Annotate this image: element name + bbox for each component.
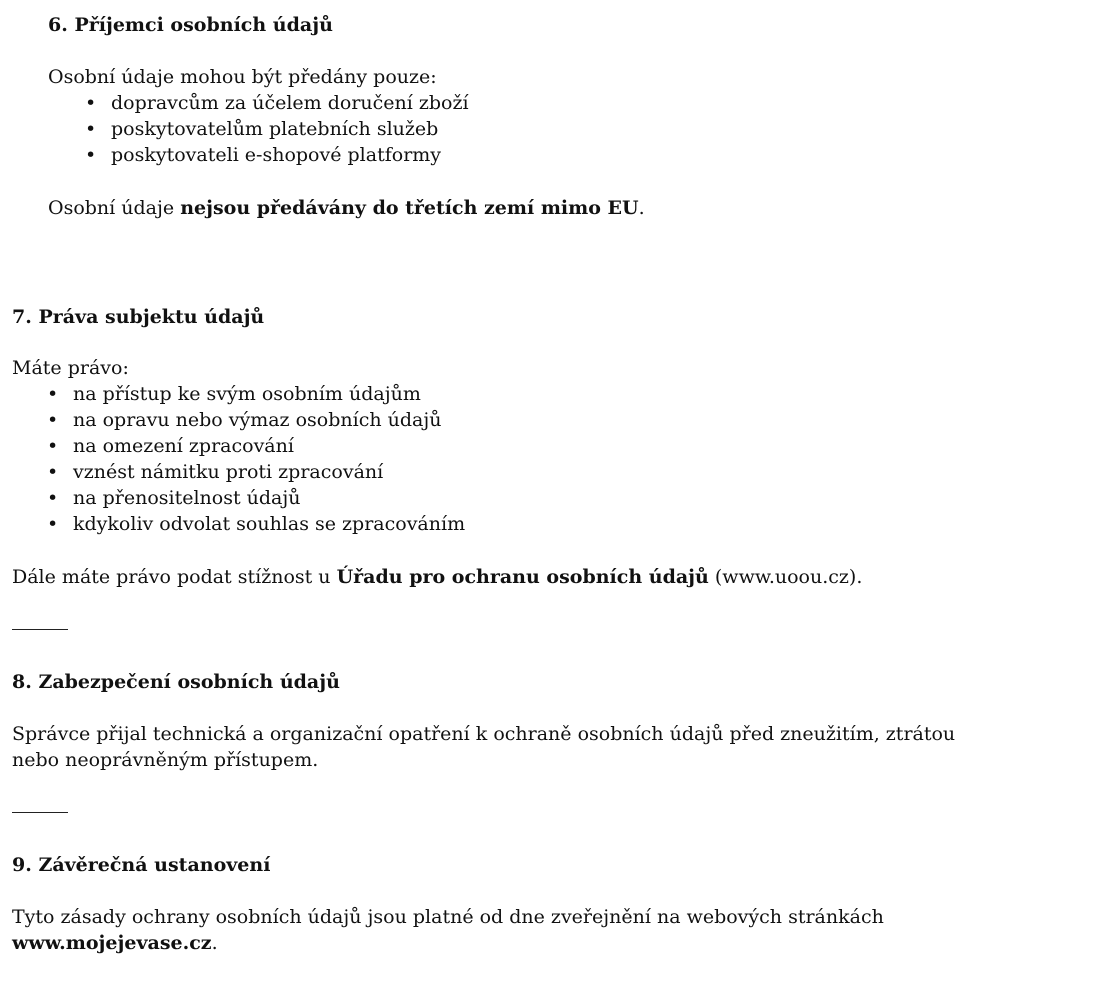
list-item: • poskytovateli e-shopové platformy xyxy=(111,142,1088,168)
complaint-suffix: (www.uoou.cz). xyxy=(708,566,863,588)
note-suffix: . xyxy=(638,197,645,219)
section-6-note xyxy=(48,195,1088,221)
recipients-list xyxy=(48,90,1088,168)
list-item: • vznést námitku proti zpracování xyxy=(73,459,1092,485)
section-7 xyxy=(12,304,1092,330)
section-9-body xyxy=(12,904,1002,956)
section-6-heading: 6. Příjemci osobních údajů xyxy=(48,14,333,36)
section-6 xyxy=(48,12,1088,38)
rights-list xyxy=(12,381,1092,537)
website-link[interactable]: www.mojejevase.cz xyxy=(12,932,212,954)
section-8-heading: 8. Zabezpečení osobních údajů xyxy=(12,671,340,693)
list-item: • dopravcům za účelem doručení zboží xyxy=(111,90,1088,116)
list-item: • na opravu nebo výmaz osobních údajů xyxy=(73,407,1092,433)
section-7-body xyxy=(12,355,1092,537)
note-bold: nejsou předávány do třetích zemí mimo EU xyxy=(180,197,639,219)
note-prefix: Osobní údaje xyxy=(48,197,181,219)
list-item: • poskytovatelům platebních služeb xyxy=(111,116,1088,142)
section-8 xyxy=(12,669,1092,695)
section-9-text: Tyto zásady ochrany osobních údajů jsou platné od dne zveřejnění na webových stránkách xyxy=(12,906,884,928)
section-9-heading: 9. Závěrečná ustanovení xyxy=(12,854,271,876)
section-7-complaint xyxy=(12,564,1092,590)
section-6-body xyxy=(48,64,1088,168)
section-6-intro: Osobní údaje mohou být předány pouze: xyxy=(48,66,437,88)
list-item: • kdykoliv odvolat souhlas se zpracováním xyxy=(73,511,1092,537)
section-9 xyxy=(12,852,1092,878)
list-item: • na přístup ke svým osobním údajům xyxy=(73,381,1092,407)
complaint-prefix: Dále máte právo podat stížnost u xyxy=(12,566,337,588)
divider xyxy=(12,812,68,813)
section-8-text: Správce přijal technická a organizační opatření k ochraně osobních údajů před zneužitím, ztrátou nebo neoprávněným přístupem. xyxy=(12,723,956,771)
section-9-suffix: . xyxy=(211,932,218,954)
list-item: • na omezení zpracování xyxy=(73,433,1092,459)
list-item: • na přenositelnost údajů xyxy=(73,485,1092,511)
section-7-heading: 7. Práva subjektu údajů xyxy=(12,306,265,328)
divider xyxy=(12,629,68,630)
section-8-body xyxy=(12,721,992,773)
section-7-intro: Máte právo: xyxy=(12,357,129,379)
authority-name: Úřadu pro ochranu osobních údajů xyxy=(336,566,709,588)
